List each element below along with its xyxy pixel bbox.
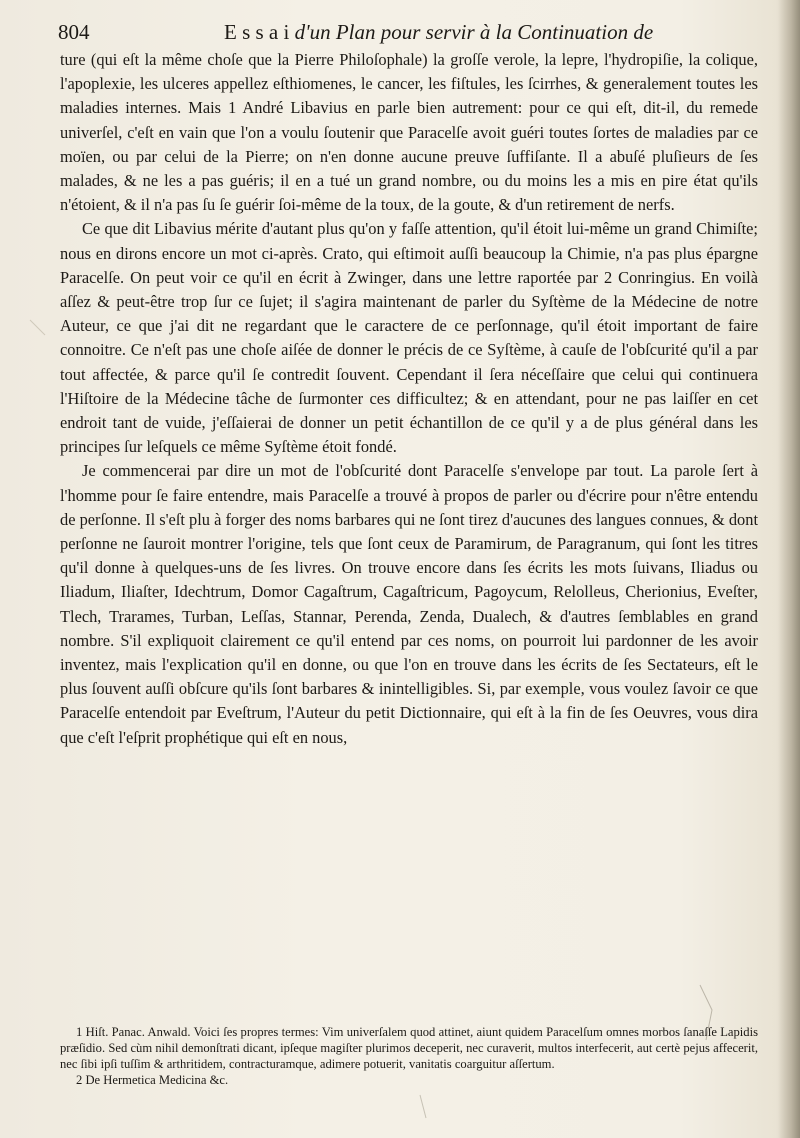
paragraph-3: Je commencerai par dire un mot de l'obſcurité dont Paracelſe s'envelope par tout. La parole ſert à l'homme pour ſe faire entendre, mais Paracelſe a trouvé à propos de parler ou d'écrire pour n'être entendu de perſonne. Il s'eſt plu à forger des noms barbares qui ne ſont tirez d'aucunes des langues connues, & dont perſonne ne ſauroit montrer l'origine, tels que ſont ceux de Paramirum, de Paragranum, qui ſont les titres qu'il donne à quelques-uns de ſes livres. On trouve encore dans ſes écrits les mots ſuivans, Iliadus ou Iliadum, Iliaſter, Idechtrum, Domor Cagaſtrum, Cagaſtricum, Pagoycum, Relolleus, Cherionius, Eveſter, Tlech, Trarames, Turban, Leſſas, Stannar, Perenda, Zenda, Dualech, & d'autres ſemblables en grand nombre. S'il expliquoit clairement ce qu'il entend par ces noms, on pourroit lui pardonner de les avoir inventez, mais l'explication qu'il en donne, ou que l'on en trouve dans les écrits de ſes Sectateurs, eſt le plus ſouvent auſſi obſcure qu'ils ſont barbares & inintelligibles. Si, par exemple, vous voulez ſavoir ce que Paracelſe entendoit par Eveſtrum, l'Auteur du petit Dictionnaire, qui eſt à la fin de ſes Oeuvres, vous dira que c'eſt l'eſprit prophétique qui eſt en nous, [60,461,758,747]
page-header [58,18,778,46]
running-title-prefix: E s s a i [224,20,295,44]
footnote-1: 1 Hiſt. Panac. Anwald. Voici ſes propres termes: Vim univerſalem quod attinet, aiunt quidem Paracelſum omnes morbos ſanaſſe Lapidis præſidio. Sed cùm nihil demonſtrati dicant, ipſeque magiſter plurimos deceperit, nec curaverit, multos interfecerit, aut certè pejus affecerit, nec ſibi ipſi tuſſim & arthritidem, contracturamque, adimere potuerit, vanitatis coarguitur aſſertum. [60,1025,758,1071]
running-title [224,18,653,46]
page-number: 804 [58,20,90,44]
paragraph-1: ture (qui eſt la même choſe que la Pierre Philoſophale) la groſſe verole, la lepre, l'hydropiſie, la colique, l'apoplexie, les ulceres appellez eſthiomenes, le cancer, les fiſtules, les ſcirrhes, & generalement toutes les maladies internes. Mais 1 André Libavius en parle bien autrement: pour ce qui eſt, dit-il, du remede univerſel, c'eſt en vain que l'on a voulu ſoutenir que Paracelſe avoit guéri toutes ſortes de maladies par ce moïen, ou par celui de la Pierre; on n'en donne aucune preuve ſuffiſante. Il a abuſé pluſieurs de ſes malades, & ne les a pas guéris; il en a tué un grand nombre, ou du moins les a mis en pire état qu'ils n'étoient, & il n'a pas ſu ſe guérir ſoi-même de la toux, de la goute, & d'un retirement de nerfs. [60,50,758,215]
page-edge-shadow [778,0,800,1138]
paragraph-2: Ce que dit Libavius mérite d'autant plus qu'on y faſſe attention, qu'il étoit lui-même un grand Chimiſte; nous en dirons encore un mot ci-après. Crato, qui eſtimoit auſſi beaucoup la Chimie, n'a pas plus épargne Paracelſe. On peut voir ce qu'il en écrit à Zwinger, dans une lettre raportée par 2 Conringius. En voilà aſſez & peut-être trop ſur ce ſujet; il s'agira maintenant de parler du Syſtème de la Médecine de notre Auteur, ce que j'ai dit ne regardant que le caractere de ce perſonnage, qu'il étoit important de faire connoitre. Ce n'eſt pas une choſe aiſée de donner le précis de ce Syſtème, à cauſe de l'obſcurité qu'il a par tout affectée, & parce qu'il ſe contredit ſouvent. Cependant il ſera néceſſaire que celui qui continuera l'Hiſtoire de la Médecine tâche de ſurmonter ces difficultez; & en attendant, pour ne pas laiſſer en cet endroit tant de vuide, j'eſſaierai de donner un petit échantillon de ce qu'il y a de plus général dans les principes ſur leſquels ce même Syſtème étoit fondé. [60,219,758,457]
body-text [60,48,758,750]
footnote-2: 2 De Hermetica Medicina &c. [76,1073,229,1087]
footnotes [60,1024,758,1088]
running-title-italic: d'un Plan pour servir à la Continuation de [294,20,654,44]
